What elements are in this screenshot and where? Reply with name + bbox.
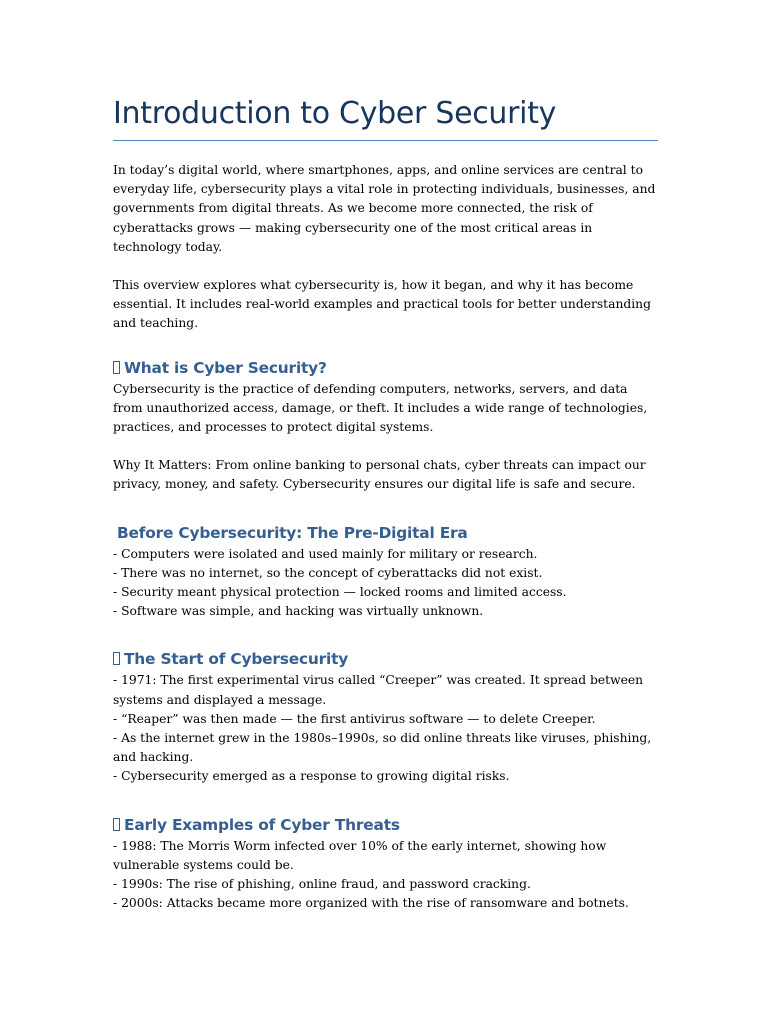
list-item: - Security meant physical protection — locked rooms and limited access. [113, 585, 567, 600]
missing-glyph-icon [113, 361, 120, 374]
list-item: - 1971: The first experimental virus called “Creeper” was created. It spread between systems and displayed a message. [113, 673, 644, 707]
missing-glyph-icon [113, 818, 120, 831]
section-paragraph: Why It Matters: From online banking to personal chats, cyber threats can impact our privacy, money, and safety. Cybersecurity ensures our digital life is safe and secure. [113, 458, 646, 492]
document-content [113, 92, 658, 913]
section-heading-text: Early Examples of Cyber Threats [124, 815, 400, 834]
list-item: - Cybersecurity emerged as a response to growing digital risks. [113, 769, 510, 784]
list-item: - There was no internet, so the concept of cyberattacks did not exist. [113, 565, 543, 580]
intro-paragraph-1: In today’s digital world, where smartphones, apps, and online services are central to everyday life, cybersecurity plays a vital role in protecting individuals, businesses, and governments from digital threats. As we become more connected, the risk of cyberattacks grows — making cybersecurity one of the most critical areas in technology today. [113, 163, 656, 254]
list-item: - 1988: The Morris Worm infected over 10% of the early internet, showing how vulnerable systems could be. [113, 838, 607, 872]
intro-paragraph-2: This overview explores what cybersecurity is, how it began, and why it has become essential. It includes real-world examples and practical tools for better understanding and teaching. [113, 278, 651, 331]
list-item: - As the internet grew in the 1980s–1990s, so did online threats like viruses, phishing, and hacking. [113, 731, 652, 765]
section-heading-text: Before Cybersecurity: The Pre-Digital Era [117, 523, 468, 542]
section-heading-text: What is Cyber Security? [124, 358, 327, 377]
list-item: - 1990s: The rise of phishing, online fraud, and password cracking. [113, 877, 531, 892]
page-title: Introduction to Cyber Security [113, 92, 658, 141]
missing-glyph-icon [113, 652, 120, 665]
section-heading-early-examples [113, 813, 658, 837]
section-heading-pre-digital [113, 521, 658, 545]
section-paragraph: Cybersecurity is the practice of defending computers, networks, servers, and data from unauthorized access, damage, or theft. It includes a wide range of technologies, practices, and processes to protect digital systems. [113, 381, 648, 435]
list-item: - Computers were isolated and used mainly for military or research. [113, 546, 538, 561]
section-heading-start [113, 647, 658, 671]
list-item: - “Reaper” was then made — the first antivirus software — to delete Creeper. [113, 711, 596, 726]
section-heading-what-is [113, 356, 658, 380]
list-item: - Software was simple, and hacking was virtually unknown. [113, 604, 484, 619]
list-item: - 2000s: Attacks became more organized with the rise of ransomware and botnets. [113, 896, 629, 911]
section-heading-text: The Start of Cybersecurity [124, 650, 349, 669]
